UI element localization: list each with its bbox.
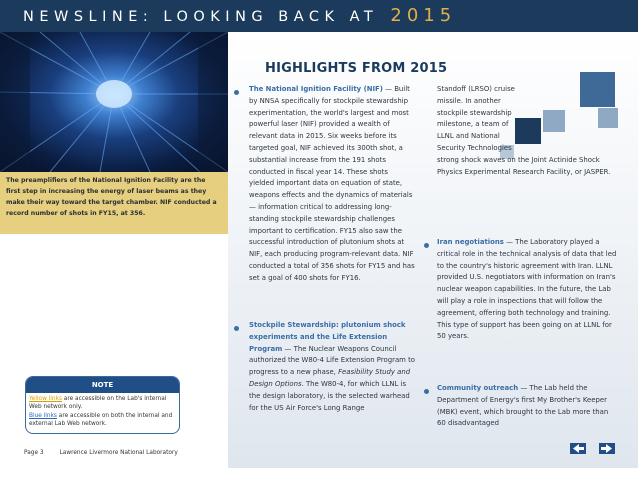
note-text bbox=[29, 395, 179, 428]
continuation-rest: strong shock waves on the Joint Actinide Shock Physics Experimental Research Facility, or JASPER. bbox=[437, 155, 611, 176]
yellow-links-text: are accessible on the Lab's internal Web network only. bbox=[29, 396, 167, 411]
photo-caption: The preamplifiers of the National Ignition Facility are the first step in increasing the energy of laser beams as they make their way toward the target chamber. NIF conducted a record number of shots in FY15, at 356. bbox=[6, 177, 217, 217]
bullet-icon bbox=[424, 389, 429, 394]
nif-preamplifier-photo bbox=[0, 32, 228, 172]
laser-chamber-image bbox=[0, 32, 228, 172]
column-2-outreach bbox=[437, 383, 617, 430]
column-1-nif bbox=[249, 84, 415, 285]
note-title: NOTE bbox=[26, 377, 179, 393]
blue-links-label[interactable]: Blue links bbox=[29, 412, 57, 419]
blue-links-text: are accessible on both the internal and external Lab Web network. bbox=[29, 412, 173, 427]
outreach-paragraph bbox=[437, 383, 617, 430]
stockpile-heading: Stockpile Stewardship: plutonium shock experiments and the Life Extension Program bbox=[249, 321, 406, 353]
stockpile-body-b: . The W80-4, for which LLNL is the design laboratory, is the selected warhead for the US Air Force's Long Range bbox=[249, 379, 410, 412]
nif-paragraph bbox=[249, 84, 415, 285]
banner-year: 2015 bbox=[390, 5, 457, 26]
prev-page-arrow-icon[interactable] bbox=[570, 443, 586, 454]
stockpile-paragraph bbox=[249, 320, 415, 414]
note-box bbox=[25, 376, 180, 434]
photo-caption-box bbox=[0, 172, 228, 234]
bullet-icon bbox=[234, 90, 239, 95]
newsline-banner bbox=[0, 0, 638, 32]
outreach-heading: Community outreach bbox=[437, 384, 519, 392]
banner-title bbox=[23, 5, 456, 26]
nif-body: — Built by NNSA specifically for stockpile stewardship experimentation, the world's largest and most powerful laser (NIF) provided a wealth of relevant data in 2015. Six weeks before its targeted goal, NIF achieved its 300th shot, a substantial increase from the 191 shots conducted in fiscal year 14. These shots yielded important data on equation of state, weapons effects and the dynamics of materials — information critical to addressing long-standing stockpile stewardship challenges important to certification. FY15 also saw the successful introduction of plutonium shots at NIF, each producing program-relevant data. NIF conducted a total of 356 shots for FY15 and has set a goal of 400 shots for FY16. bbox=[249, 85, 415, 282]
column-2-continuation bbox=[437, 84, 518, 156]
stockpile-italic: Feasibility Study and Design Options bbox=[249, 368, 411, 388]
stockpile-body-a: — The Nuclear Weapons Council authorized the W80-4 Life Extension Program to progress to a new phase, bbox=[249, 344, 415, 377]
continuation-short: Standoff (LRSO) cruise missile. In another stockpile stewardship milestone, a team of LLNL and National Security Technologies bbox=[437, 85, 515, 152]
decor-square bbox=[543, 110, 565, 132]
next-page-arrow-icon[interactable] bbox=[599, 443, 615, 454]
column-2-iran bbox=[437, 237, 617, 343]
nif-heading: The National Ignition Facility (NIF) bbox=[249, 85, 383, 93]
outreach-body: — The Lab held the Department of Energy's first My Brother's Keeper (MBK) event, which brought to the Lab more than 60 disadvantaged bbox=[437, 384, 609, 428]
decor-square bbox=[598, 108, 618, 128]
iran-body: — The Laboratory played a critical role in the technical analysis of data that led to the country's historic agreement with Iran. LLNL provided U.S. negotiators with information on Iran's nuclear weapon capabilities. In the future, the Lab will play a role in inspections that will follow the agreement, offering both technology and training. This type of support has been going on at LLNL for 50 years. bbox=[437, 238, 617, 341]
yellow-links-label[interactable]: Yellow links bbox=[29, 396, 62, 402]
left-sidebar bbox=[0, 234, 228, 370]
iran-heading: Iran negotiations bbox=[437, 238, 504, 246]
decor-square bbox=[515, 118, 541, 144]
section-title: HIGHLIGHTS FROM 2015 bbox=[265, 61, 448, 76]
column-1-stockpile bbox=[249, 320, 415, 414]
decor-square bbox=[580, 72, 615, 107]
iran-paragraph bbox=[437, 237, 617, 343]
bullet-icon bbox=[234, 326, 239, 331]
page-footer bbox=[24, 450, 178, 456]
banner-title-text: NEWSLINE: LOOKING BACK AT bbox=[23, 9, 379, 25]
column-2-continuation-wide bbox=[437, 155, 615, 227]
page-number: Page 3 bbox=[24, 450, 44, 456]
bullet-icon bbox=[424, 243, 429, 248]
footer-org: Lawrence Livermore National Laboratory bbox=[59, 450, 178, 456]
